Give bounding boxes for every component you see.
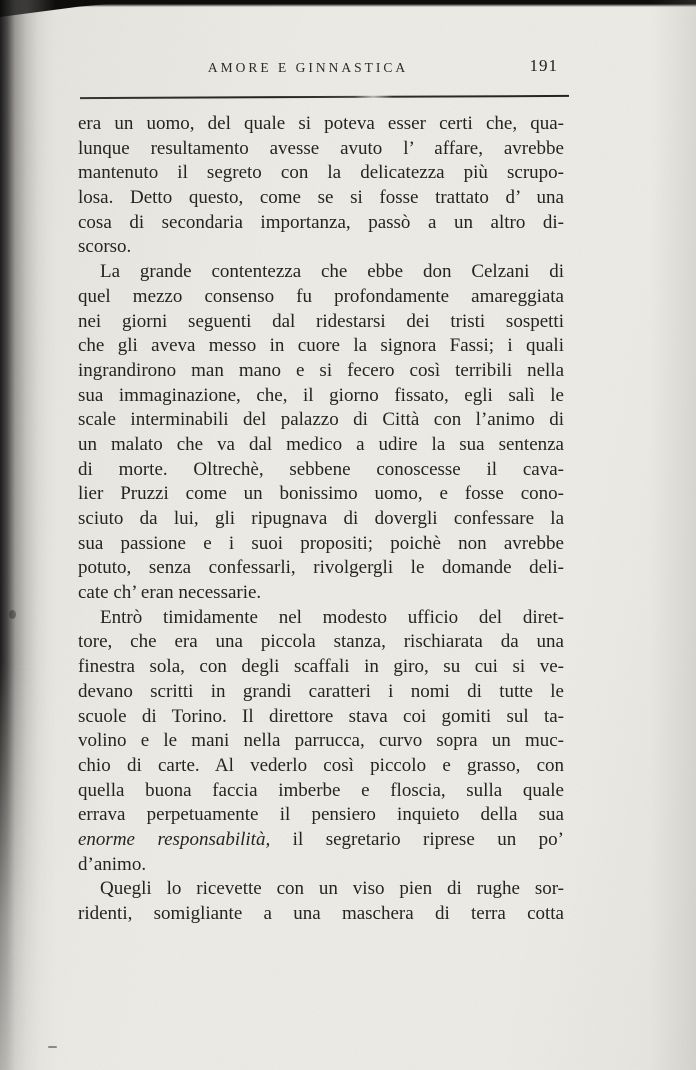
text-line: ridenti, somigliante a una maschera di terra cotta xyxy=(78,903,564,924)
text-line: lier Pruzzi come un bonissimo uomo, e fosse cono- xyxy=(78,483,564,505)
paragraph xyxy=(78,260,564,606)
text-line: ingrandirono man mano e si fecero così terribili nella xyxy=(78,359,564,381)
text-line: che gli aveva messo in cuore la signora Fassi; i quali xyxy=(78,335,564,357)
scan-speck xyxy=(9,610,16,619)
text-line: finestra sola, con degli scaffali in giro, su cui si ve- xyxy=(78,656,564,678)
running-title: AMORE E GINNASTICA xyxy=(207,60,409,75)
text-line: scale interminabili del palazzo di Città con l’animo di xyxy=(78,409,564,431)
text-line: errava perpetuamente il pensiero inquieto della sua xyxy=(78,804,564,826)
paragraph xyxy=(78,877,564,926)
text-line: era un uomo, del quale si poteva esser certi che, qua- xyxy=(78,113,564,134)
text-line: sciuto da lui, gli ripugnava di dovergli confessare la xyxy=(78,508,564,529)
text-line: sua passione e i suoi propositi; poichè non avrebbe xyxy=(78,532,564,554)
header-rule xyxy=(80,95,569,99)
text-line: devano scritti in grandi caratteri i nomi di tutte le xyxy=(78,680,564,702)
text-line: nei giorni seguenti dal ridestarsi dei tristi sospetti xyxy=(78,310,564,332)
text-line: Quegli lo ricevette con un viso pien di rughe sor- xyxy=(100,878,564,900)
body-text xyxy=(78,112,564,927)
italic-text-segment: enorme responsabilità, xyxy=(78,828,271,850)
text-line: cosa di secondaria importanza, passò a un altro di- xyxy=(78,211,564,233)
text-line xyxy=(78,828,564,853)
text-line: un malato che va dal medico a udire la sua sentenza xyxy=(78,433,564,455)
text-line: d’animo. xyxy=(78,853,147,875)
text-line: di morte. Oltrechè, sebbene conoscesse il cava- xyxy=(78,458,564,480)
text-line: volino e le mani nella parrucca, curvo sopra un muc- xyxy=(78,730,564,752)
text-line: scorso. xyxy=(78,236,132,258)
text-line: chio di carte. Al vederlo così piccolo e grasso, con xyxy=(78,754,564,776)
text-line: cate ch’ eran necessarie. xyxy=(78,582,262,604)
page-number: 191 xyxy=(529,56,558,75)
text-line: tore, che era una piccola stanza, rischiarata da una xyxy=(78,631,564,653)
text-line: losa. Detto questo, come se si fosse trattato d’ una xyxy=(78,187,564,209)
binding-shadow xyxy=(0,0,56,1070)
right-edge-shading xyxy=(650,0,696,1070)
text-line: La grande contentezza che ebbe don Celzani di xyxy=(100,261,564,283)
paragraph xyxy=(78,112,564,260)
text-line: scuole di Torino. Il direttore stava coi gomiti sul ta- xyxy=(78,705,564,727)
text-line: mantenuto il segreto con la delicatezza più scrupo- xyxy=(78,162,564,184)
text-line: quella buona faccia imberbe e floscia, sulla quale xyxy=(78,779,564,801)
text-line: sua immaginazione, che, il giorno fissato, egli salì le xyxy=(78,384,564,406)
scan-speck xyxy=(48,1046,57,1048)
text-segment: il segretario riprese un po’ xyxy=(270,828,564,850)
text-line: quel mezzo consenso fu profondamente amareggiata xyxy=(78,285,564,307)
text-line: potuto, senza confessarli, rivolgergli le domande deli- xyxy=(78,557,564,579)
paragraph xyxy=(78,606,564,878)
text-line: lunque resultamento avesse avuto l’ affare, avrebbe xyxy=(78,137,564,159)
text-line: Entrò timidamente nel modesto ufficio del diret- xyxy=(100,606,564,628)
